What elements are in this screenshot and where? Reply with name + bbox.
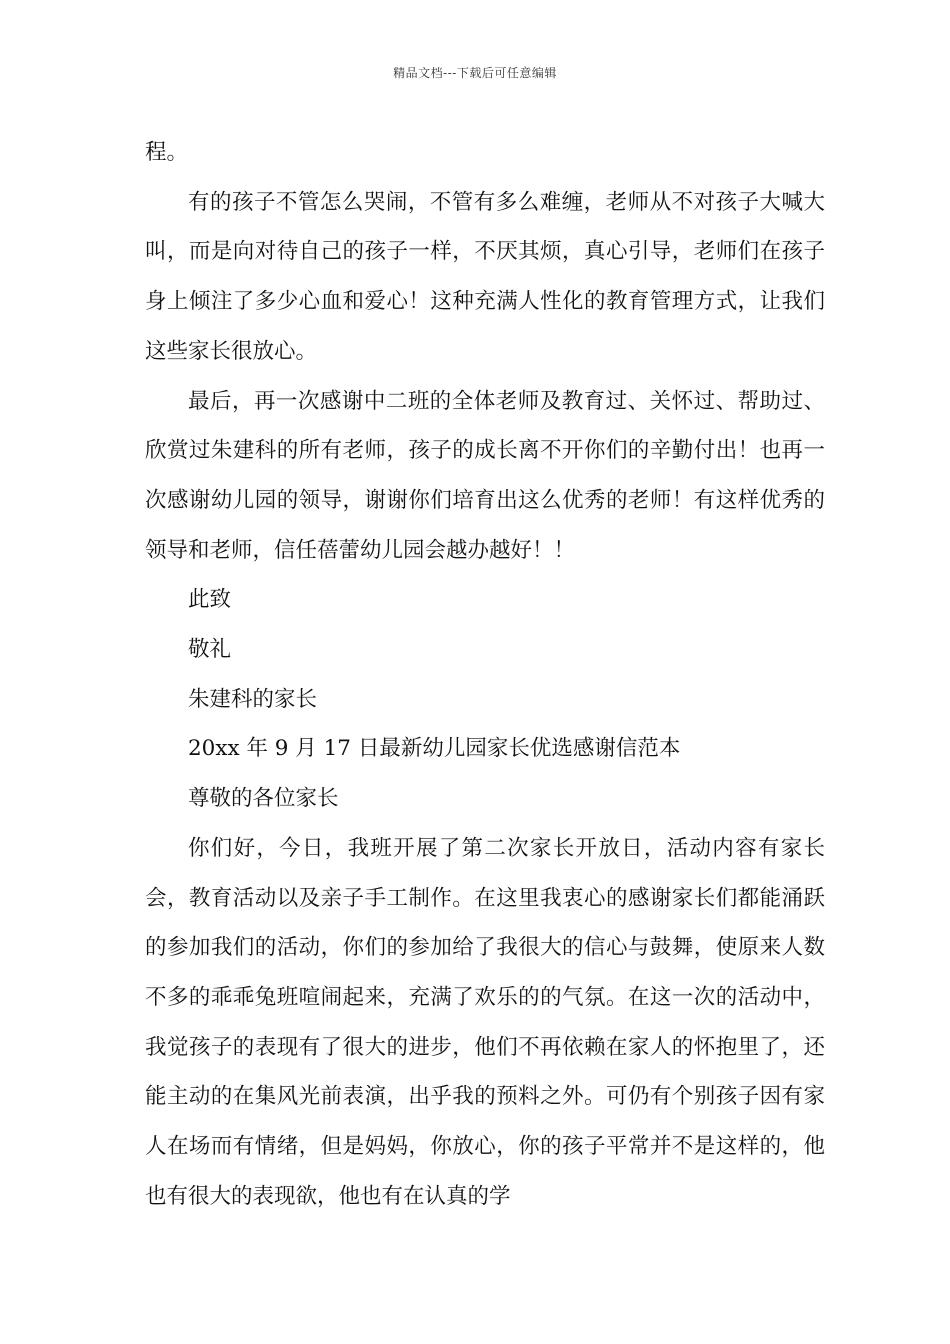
paragraph-teacher-patience: 有的孩子不管怎么哭闹，不管有多么难缠，老师从不对孩子大喊大叫，而是向对待自己的孩子一样，不厌其烦，真心引导，老师们在孩子身上倾注了多少心血和爱心！这种充满人性化的教育管理方式，让我们这些家长很放心。 xyxy=(145,189,825,364)
closing-cizhi: 此致 xyxy=(188,587,232,613)
closing-jingli: 敬礼 xyxy=(188,637,232,663)
paragraph-open-day: 你们好，今日，我班开展了第二次家长开放日，活动内容有家长会，教育活动以及亲子手工制作。在这里我衷心的感谢家长们都能涌跃的参加我们的活动，你们的参加给了我很大的信心与鼓舞，使原来人数不多的乖乖兔班喧闹起来，充满了欢乐的的气氛。在这一次的活动中，我觉孩子的表现有了很大的进步，他们不再依赖在家人的怀抱里了，还能主动的在集风光前表演，出乎我的预料之外。可仍有个别孩子因有家人在场而有情绪，但是妈妈，你放心，你的孩子平常并不是这样的，他也有很大的表现欲，他也有在认真的学 xyxy=(145,835,825,1209)
page-header: 精品文档---下载后可任意编辑 xyxy=(393,66,557,80)
paragraph-final-thanks: 最后，再一次感谢中二班的全体老师及教育过、关怀过、帮助过、欣赏过朱建科的所有老师，孩子的成长离不开你们的辛勤付出！也再一次感谢幼儿园的领导，谢谢你们培育出这么优秀的老师！有这样优秀的领导和老师，信任蓓蕾幼儿园会越办越好！！ xyxy=(145,388,825,563)
document-body xyxy=(145,128,825,1221)
paragraph-continuation: 程。 xyxy=(145,140,189,165)
salutation: 尊敬的各位家长 xyxy=(188,786,339,812)
signature: 朱建科的家长 xyxy=(188,686,318,712)
date-and-section-title: 20xx 年 9 月 17 日最新幼儿园家长优选感谢信范本 xyxy=(188,736,681,762)
